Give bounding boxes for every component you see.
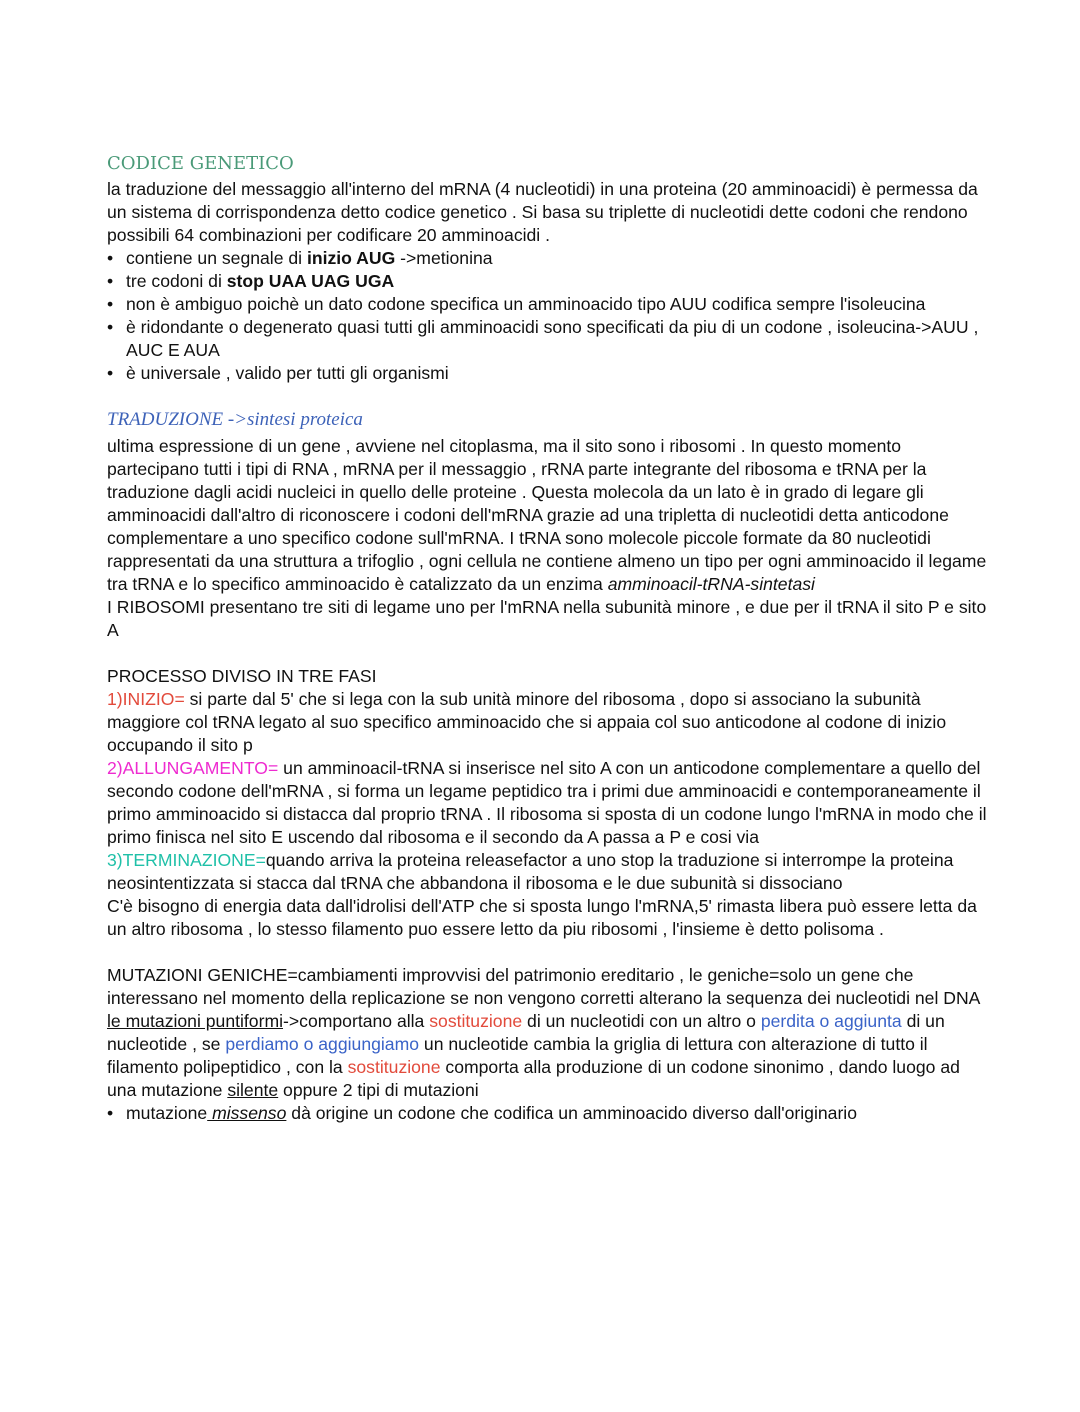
fase-inizio: 1)INIZIO= si parte dal 5' che si lega con la sub unità minore del ribosoma , dopo si associano la subunità maggiore col tRNA legato al suo specifico amminoacido che si appaia col suo anticodone al codone di inizio occupando il sito p (107, 689, 947, 755)
codice-intro: la traduzione del messaggio all'interno del mRNA (4 nucleotidi) in una proteina (20 amminoacidi) è permessa da un sistema di corrispondenza detto codice genetico . Si basa su triplette di nucleotidi dette codoni che rendono possibili 64 combinazioni per codificare 20 amminoacidi . (107, 179, 978, 245)
processo-heading: PROCESSO DIVISO IN TRE FASI (107, 666, 377, 686)
document-page (107, 152, 987, 1125)
section-title-traduzione: TRADUZIONE ->sintesi proteica (107, 409, 363, 430)
list-item: • mutazione missenso dà origine un codone che codifica un amminoacido diverso dall'originario (125, 1102, 987, 1125)
energia-paragraph: C'è bisogno di energia data dall'idrolisi dell'ATP che si sposta lungo l'mRNA,5' rimasta libera può essere letta da un altro ribosoma , lo stesso filamento puo essere letto da piu ribosomi , l'insieme è detto polisoma . (107, 896, 977, 939)
list-item: • contiene un segnale di inizio AUG ->metionina (125, 247, 987, 270)
list-item: • è universale , valido per tutti gli organismi (125, 362, 987, 385)
codice-properties-list (107, 247, 987, 385)
mutazioni-list (107, 1102, 987, 1125)
fase-allungamento: 2)ALLUNGAMENTO= un amminoacil-tRNA si inserisce nel sito A con un anticodone complementare a quello del secondo codone dell'mRNA , si forma un legame peptidico tra i primi due amminoacidi e contemporaneamente il primo amminoacido si distacca dal proprio tRNA . Il ribosoma si sposta di un codone lungo l'mRNA in modo che il primo finisca nel sito E uscendo dal ribosoma e il secondo da A passa a P e cosi via (107, 758, 987, 847)
list-item: • tre codoni di stop UAA UAG UGA (125, 270, 987, 293)
mutazioni-paragraph: MUTAZIONI GENICHE=cambiamenti improvvisi del patrimonio ereditario , le geniche=solo un gene che interessano nel momento della replicazione se non vengono corretti alterano la sequenza dei nucleotidi nel DNA (107, 965, 981, 1008)
list-item: • non è ambiguo poichè un dato codone specifica un amminoacido tipo AUU codifica sempre l'isoleucina (125, 293, 987, 316)
traduzione-paragraph: ultima espressione di un gene , avviene nel citoplasma, ma il sito sono i ribosomi . In questo momento partecipano tutti i tipi di RNA , mRNA per il messaggio , rRNA parte integrante del ribosoma e tRNA per la traduzione dagli acidi nucleici in quello delle proteine . Questa molecola da un lato è in grado di legare gli amminoacidi dall'altro di riconoscere i codoni dell'mRNA grazie ad una tripletta di nucleotidi detta anticodone complementare a uno specifico codone sull'mRNA. I tRNA sono molecole piccole formate da 80 nucleotidi rappresentati da una struttura a trifoglio , ogni cellula ne contiene almeno un tipo per ogni amminoacido il legame tra tRNA e lo specifico amminoacido è catalizzato da un enzima amminoacil-tRNA-sintetasi (107, 436, 987, 594)
section-title-codice-genetico: CODICE GENETICO (107, 153, 294, 174)
list-item: • è ridondante o degenerato quasi tutti gli amminoacidi sono specificati da piu di un codone , isoleucina->AUU , AUC E AUA (125, 316, 987, 362)
fase-terminazione: 3)TERMINAZIONE=quando arriva la proteina releasefactor a uno stop la traduzione si interrompe la proteina neosintentizzata si stacca dal tRNA che abbandona il ribosoma e le due subunità si dissociano (107, 850, 954, 893)
ribosomi-paragraph: I RIBOSOMI presentano tre siti di legame uno per l'mRNA nella subunità minore , e due per il tRNA il sito P e sito A (107, 597, 987, 640)
mutazioni-puntiformi-paragraph: le mutazioni puntiformi->comportano alla sostituzione di un nucleotidi con un altro o perdita o aggiunta di un nucleotide , se perdiamo o aggiungiamo un nucleotide cambia la griglia di lettura con alterazione di tutto il filamento polipeptidico , con la sostituzione comporta alla produzione di un codone sinonimo , dando luogo ad una mutazione silente oppure 2 tipi di mutazioni (107, 1011, 960, 1100)
